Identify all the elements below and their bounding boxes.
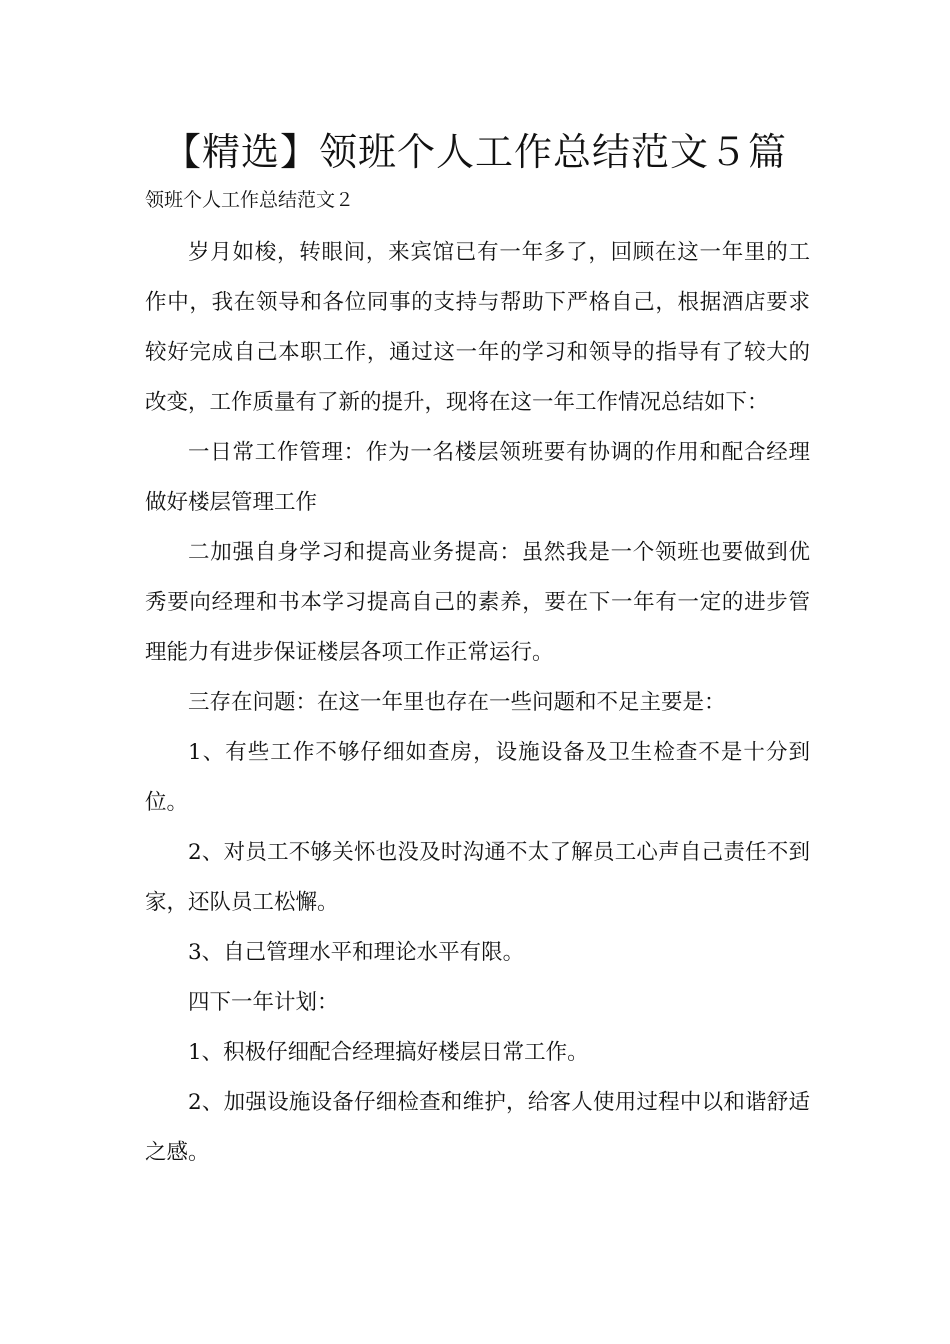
- paragraph: 二加强自身学习和提高业务提高：虽然我是一个领班也要做到优秀要向经理和书本学习提高自己的素养，要在下一年有一定的进步管理能力有进步保证楼层各项工作正常运行。: [145, 540, 810, 665]
- paragraph: 2、加强设施设备仔细检查和维护，给客人使用过程中以和谐舒适之感。: [145, 1090, 810, 1165]
- paragraph: 3、自己管理水平和理论水平有限。: [188, 940, 525, 965]
- paragraph: 四下一年计划：: [188, 990, 339, 1015]
- paragraph: 一日常工作管理：作为一名楼层领班要有协调的作用和配合经理做好楼层管理工作: [145, 440, 810, 515]
- paragraph: 三存在问题：在这一年里也存在一些问题和不足主要是：: [188, 690, 726, 715]
- document-title: 【精选】领班个人工作总结范文５篇: [162, 130, 787, 174]
- document-subtitle: 领班个人工作总结范文２: [145, 189, 355, 211]
- paragraph: 2、对员工不够关怀也没及时沟通不太了解员工心声自己责任不到家，还队员工松懈。: [145, 840, 810, 915]
- paragraph: 1、积极仔细配合经理搞好楼层日常工作。: [188, 1040, 589, 1065]
- paragraph: 岁月如梭，转眼间，来宾馆已有一年多了，回顾在这一年里的工作中，我在领导和各位同事的支持与帮助下严格自己，根据酒店要求较好完成自己本职工作，通过这一年的学习和领导的指导有了较大的改变，工作质量有了新的提升，现将在这一年工作情况总结如下：: [145, 240, 810, 415]
- paragraph: 1、有些工作不够仔细如查房，设施设备及卫生检查不是十分到位。: [145, 740, 810, 815]
- document-body: [145, 228, 810, 1178]
